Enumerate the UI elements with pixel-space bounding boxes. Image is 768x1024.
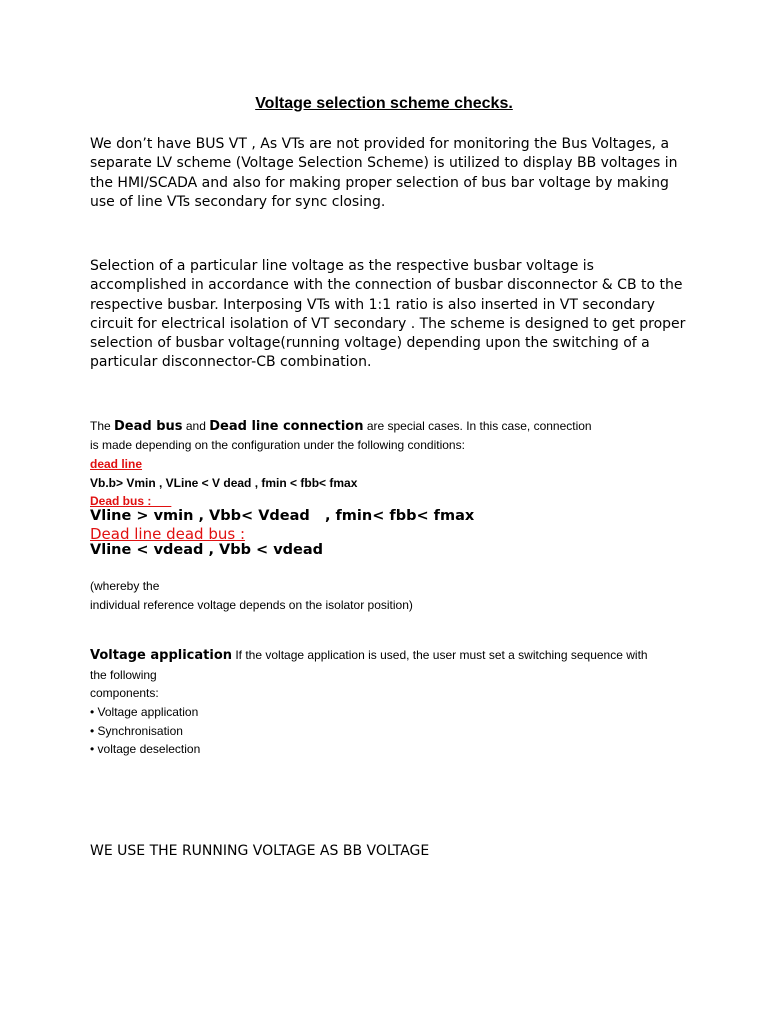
paragraph-line: Selection of a particular line voltage as the respective busbar voltage is [90,258,594,274]
paragraph-line: We don’t have BUS VT , As VTs are not provided for monitoring the Bus Voltages, a [90,136,670,152]
paragraph-line: respective busbar. Interposing VTs with 1:1 ratio is also inserted in VT secondary [90,296,655,313]
paragraph-line: selection of busbar voltage(running voltage) depending upon the switching of a [90,335,650,352]
list-item: • voltage deselection [90,742,201,756]
paragraph-line: accomplished in accordance with the connection of busbar disconnector & CB to the [90,277,683,294]
dead-cases-intro-line: The Dead bus and Dead line connection are special cases. In this case, connection [90,419,592,434]
dead-line-condition: Vb.b> Vmin , VLine < V dead , fmin < fbb< fmax [90,476,358,490]
selection-paragraph [90,257,690,373]
page-title: Voltage selection scheme checks. [255,95,513,112]
dead-line-dead-bus-label: Dead line dead bus : [90,525,245,543]
whereby-note-line-2: individual reference voltage depends on the isolator position) [90,598,413,612]
whereby-note-line-1: (whereby the [90,579,160,593]
dead-bus-condition: Vline > vmin , Vbb< Vdead , fmin< fbb< fmax [90,508,475,524]
paragraph-line: use of line VTs secondary for sync closing. [90,193,386,210]
dead-bus-label: Dead bus : [90,494,172,508]
dead-line-connection-term: Dead line connection [209,419,364,434]
list-item: • Synchronisation [90,724,183,738]
closing-statement: WE USE THE RUNNING VOLTAGE AS BB VOLTAGE [90,843,430,859]
voltage-application-line-2: the following [90,668,157,682]
list-item: • Voltage application [90,705,199,719]
voltage-application-heading: Voltage application [90,648,233,663]
voltage-application-line: Voltage application If the voltage application is used, the user must set a switching sequence with [90,648,648,663]
paragraph-line: particular disconnector-CB combination. [90,354,372,371]
intro-paragraph [90,135,690,212]
dead-bus-term: Dead bus [114,419,183,434]
dead-cases-intro-line-2: is made depending on the configuration under the following conditions: [90,438,465,452]
paragraph-line: the HMI/SCADA and also for making proper selection of bus bar voltage by making [90,174,669,191]
paragraph-line: circuit for electrical isolation of VT secondary . The scheme is designed to get proper [90,315,686,332]
dead-line-label: dead line [90,457,143,471]
paragraph-line: separate LV scheme (Voltage Selection Scheme) is utilized to display BB voltages in [90,155,678,172]
dead-line-dead-bus-condition: Vline < vdead , Vbb < vdead [90,542,324,558]
voltage-application-line-3: components: [90,686,159,700]
